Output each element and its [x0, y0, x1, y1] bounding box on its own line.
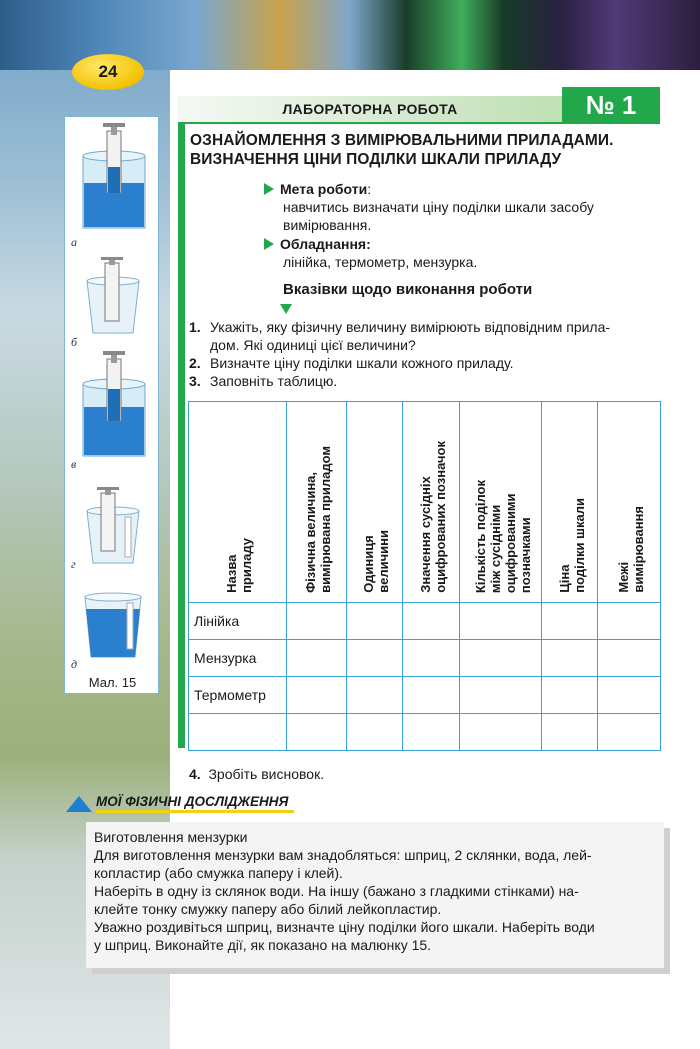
table-row — [189, 603, 661, 640]
lab-work-number: № 1 — [562, 87, 660, 124]
table-header-cell: Фізична величина, вимірювана приладом — [286, 402, 346, 603]
step-text-line-1: Укажіть, яку фізичну величину вимірюють відповідним прила- — [210, 319, 611, 335]
table-header-cell: Межі вимірювання — [598, 402, 661, 603]
table-cell-instrument: Мензурка — [189, 640, 287, 677]
triangle-bullet-icon — [264, 183, 274, 195]
instruction-steps — [189, 318, 667, 390]
equipment-label: Обладнання: — [280, 236, 371, 252]
research-line: клейте тонку смужку паперу або білий лейкопластир. — [94, 901, 442, 917]
figure-caption: Мал. 15 — [88, 675, 137, 690]
step-number: 3. — [189, 373, 201, 389]
research-line: Виготовлення мензурки — [94, 829, 248, 845]
conclusion-text: Зробіть висновок. — [208, 766, 325, 782]
table-cell[interactable] — [460, 640, 542, 677]
results-table — [188, 401, 661, 751]
table-header-cell: Назва приладу — [189, 402, 287, 603]
table-header-cell: Значення сусідніх оцифрованих позначок — [402, 402, 460, 603]
table-header-cell: Ціна поділки шкали — [542, 402, 598, 603]
title-line-2: ВИЗНАЧЕННЯ ЦІНИ ПОДІЛКИ ШКАЛИ ПРИЛАДУ — [190, 151, 562, 168]
figure-letter-v: в — [71, 457, 77, 471]
table-cell-instrument[interactable] — [189, 714, 287, 751]
figure-letter-a: а — [71, 235, 77, 249]
research-heading — [66, 794, 294, 813]
triangle-icon — [66, 796, 92, 812]
table-header-row — [189, 402, 661, 603]
title-line-1: ОЗНАЙОМЛЕННЯ З ВИМІРЮВАЛЬНИМИ ПРИЛАДАМИ. — [190, 132, 614, 149]
cup-syringe-illustration — [73, 257, 153, 337]
step-1 — [189, 318, 667, 354]
research-box — [86, 822, 664, 968]
table-cell[interactable] — [346, 640, 402, 677]
table-cell[interactable] — [542, 677, 598, 714]
step-2 — [189, 354, 667, 372]
research-line: Для виготовлення мензурки вам знадобляться: шприц, 2 склянки, вода, лей- — [94, 847, 592, 863]
step-text: Заповніть таблицю. — [210, 373, 338, 389]
page-title — [190, 131, 670, 169]
research-line: у шприц. Виконайте дії, як показано на малюнку 15. — [94, 937, 432, 953]
cup-scale-illustration — [73, 487, 153, 567]
table-cell[interactable] — [402, 677, 460, 714]
down-triangle-icon — [280, 304, 292, 314]
table-row — [189, 714, 661, 751]
goal-heading — [264, 180, 371, 198]
step-text-line-2: дом. Які одиниці цієї величини? — [210, 337, 416, 353]
instructions-heading: Вказівки щодо виконання роботи — [283, 281, 533, 298]
table-cell[interactable] — [460, 714, 542, 751]
step-text: Визначте ціну поділки шкали кожного приладу. — [210, 355, 514, 371]
figure-letter-d: д — [71, 657, 78, 671]
header-rule — [178, 122, 660, 124]
equipment-text: лінійка, термометр, мензурка. — [283, 254, 478, 270]
lab-work-label: ЛАБОРАТОРНА РОБОТА — [178, 96, 562, 122]
table-cell[interactable] — [598, 640, 661, 677]
table-cell[interactable] — [542, 640, 598, 677]
research-title: МОЇ ФІЗИЧНІ ДОСЛІДЖЕННЯ — [96, 794, 294, 813]
cup-water-scale-illustration — [73, 587, 153, 661]
table-cell[interactable] — [598, 714, 661, 751]
beaker-syringe-illustration-2 — [73, 349, 153, 461]
table-row — [189, 640, 661, 677]
figure-panel — [64, 116, 159, 694]
page-number: 24 — [72, 54, 144, 90]
figure-letter-b: б — [71, 335, 78, 349]
goal-text — [283, 198, 663, 234]
step-number: 1. — [189, 319, 201, 335]
figure-letter-g: г — [71, 557, 76, 571]
research-line: Наберіть в одну із склянок води. На іншу (бажано з гладкими стінками) на- — [94, 883, 579, 899]
goal-colon: : — [367, 181, 372, 197]
table-cell[interactable] — [286, 714, 346, 751]
table-cell[interactable] — [402, 603, 460, 640]
goal-text-line-2: вимірювання. — [283, 217, 372, 233]
goal-label: Мета роботи — [280, 181, 368, 197]
equipment-heading — [264, 235, 371, 253]
table-header-cell: Кількість поділок між сусідніми оцифрованими позначками — [460, 402, 542, 603]
table-header-cell: Одиниця величини — [346, 402, 402, 603]
table-cell[interactable] — [598, 677, 661, 714]
table-cell[interactable] — [542, 714, 598, 751]
green-side-bar — [178, 96, 185, 748]
table-cell[interactable] — [402, 640, 460, 677]
table-cell[interactable] — [542, 603, 598, 640]
table-cell[interactable] — [598, 603, 661, 640]
conclusion-step — [189, 766, 324, 782]
table-cell-instrument: Термометр — [189, 677, 287, 714]
table-cell[interactable] — [346, 677, 402, 714]
step-number: 2. — [189, 355, 201, 371]
research-line: копластир (або смужка паперу і клей). — [94, 865, 343, 881]
triangle-bullet-icon — [264, 238, 274, 250]
table-cell[interactable] — [346, 714, 402, 751]
table-cell[interactable] — [402, 714, 460, 751]
table-cell[interactable] — [286, 603, 346, 640]
table-row — [189, 677, 661, 714]
table-cell-instrument: Лінійка — [189, 603, 287, 640]
table-cell[interactable] — [460, 677, 542, 714]
table-cell[interactable] — [460, 603, 542, 640]
table-cell[interactable] — [286, 677, 346, 714]
beaker-syringe-illustration — [73, 121, 153, 233]
table-cell[interactable] — [346, 603, 402, 640]
table-cell[interactable] — [286, 640, 346, 677]
research-line: Уважно роздивіться шприц, визначте ціну поділки його шкали. Наберіть води — [94, 919, 595, 935]
step-number: 4. — [189, 766, 201, 782]
step-3 — [189, 372, 667, 390]
goal-text-line-1: навчитись визначати ціну поділки шкали засобу — [283, 199, 594, 215]
